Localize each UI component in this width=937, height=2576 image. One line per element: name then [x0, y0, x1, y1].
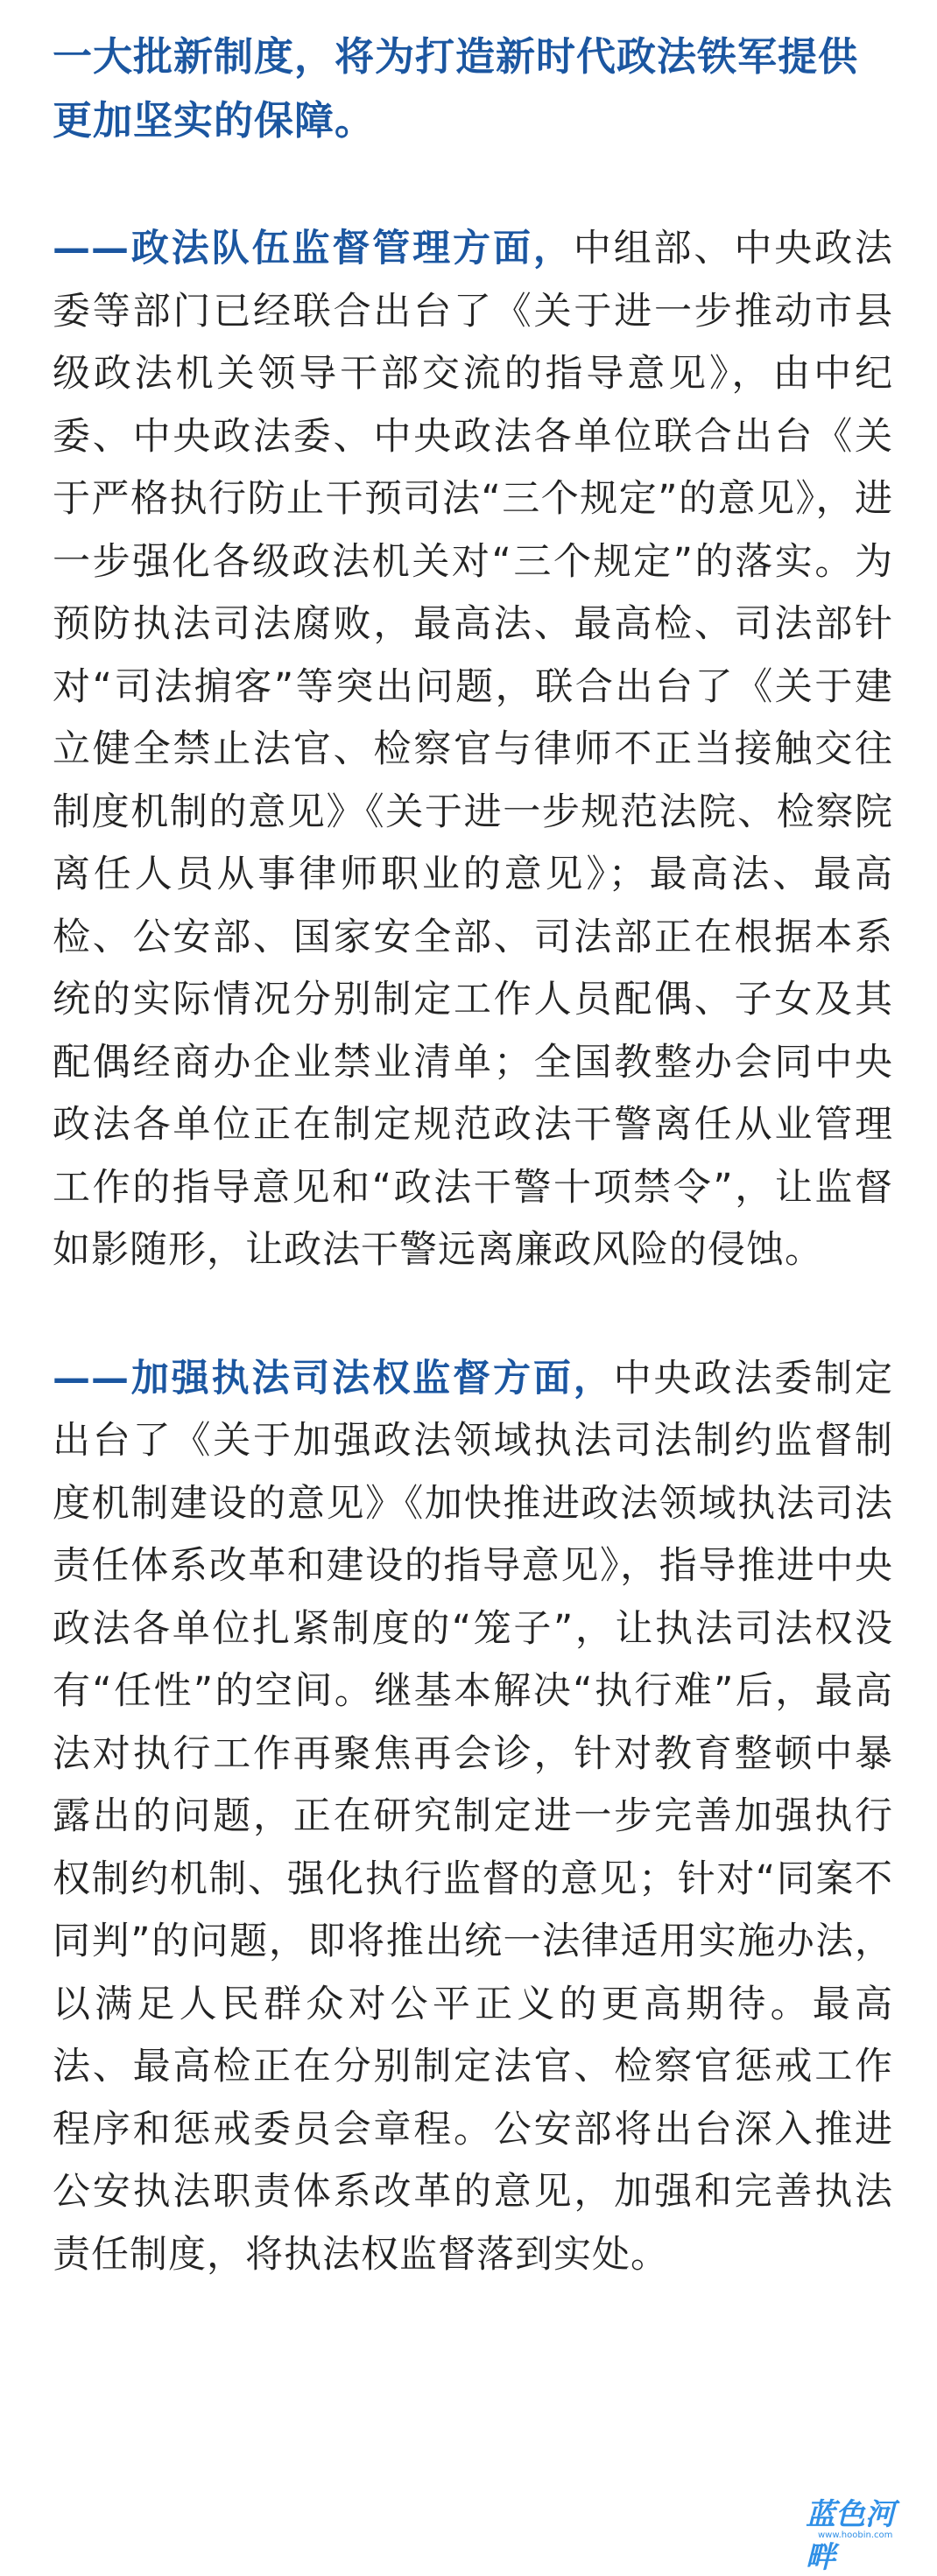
article — [53, 25, 893, 2352]
section-body: 中央政法委制定出台了《关于加强政法领域执法司法制约监督制度机制建设的意见》《加快推进政法领域执法司法责任体系改革和建设的指导意见》，指导推进中央政法各单位扎紧制度的“笼子”，让执法司法权没有“任性”的空间。继基本解决“执行难”后，最高法对执行工作再聚焦再会诊，针对教育整顿中暴露出的问题，正在研究制定进一步完善加强执行权制约机制、强化执行监督的意见；针对“同案不同判”的问题，即将推出统一法律适用实施办法，以满足人民群众对公平正义的更高期待。最高法、最高检正在分别制定法官、检察官惩戒工作程序和惩戒委员会章程。公安部将出台深入推进公安执法职责体系改革的意见，加强和完善执法责任制度，将执法权监督落到实处。 — [53, 1356, 894, 2277]
watermark-text: 蓝色河畔 — [806, 2497, 895, 2575]
watermark-subtext: www.hoobin.com — [818, 2530, 893, 2540]
section-supervision-management — [53, 218, 893, 1282]
section-heading: ——政法队伍监督管理方面， — [53, 227, 574, 270]
section-heading: ——加强执法司法权监督方面， — [53, 1356, 614, 1400]
lead-paragraph: 一大批新制度，将为打造新时代政法铁军提供更加坚实的保障。 — [53, 33, 859, 144]
section-judicial-power-supervision — [53, 1348, 893, 2287]
section-body: 中组部、中央政法委等部门已经联合出台了《关于进一步推动市县级政法机关领导干部交流的指导意见》，由中纪委、中央政法委、中央政法各单位联合出台《关于严格执行防止干预司法“三个规定”的意见》，进一步强化各级政法机关对“三个规定”的落实。为预防执法司法腐败，最高法、最高检、司法部针对“司法掮客”等突出问题，联合出台了《关于建立健全禁止法官、检察官与律师不正当接触交往制度机制的意见》《关于进一步规范法院、检察院离任人员从事律师职业的意见》；最高法、最高检、公安部、国家安全部、司法部正在根据本系统的实际情况分别制定工作人员配偶、子女及其配偶经商办企业禁业清单；全国教整办会同中央政法各单位正在制定规范政法干警离任从业管理工作的指导意见和“政法干警十项禁令”，让监督如影随形，让政法干警远离廉政风险的侵蚀。 — [53, 227, 894, 1272]
watermark-logo — [800, 2490, 923, 2575]
